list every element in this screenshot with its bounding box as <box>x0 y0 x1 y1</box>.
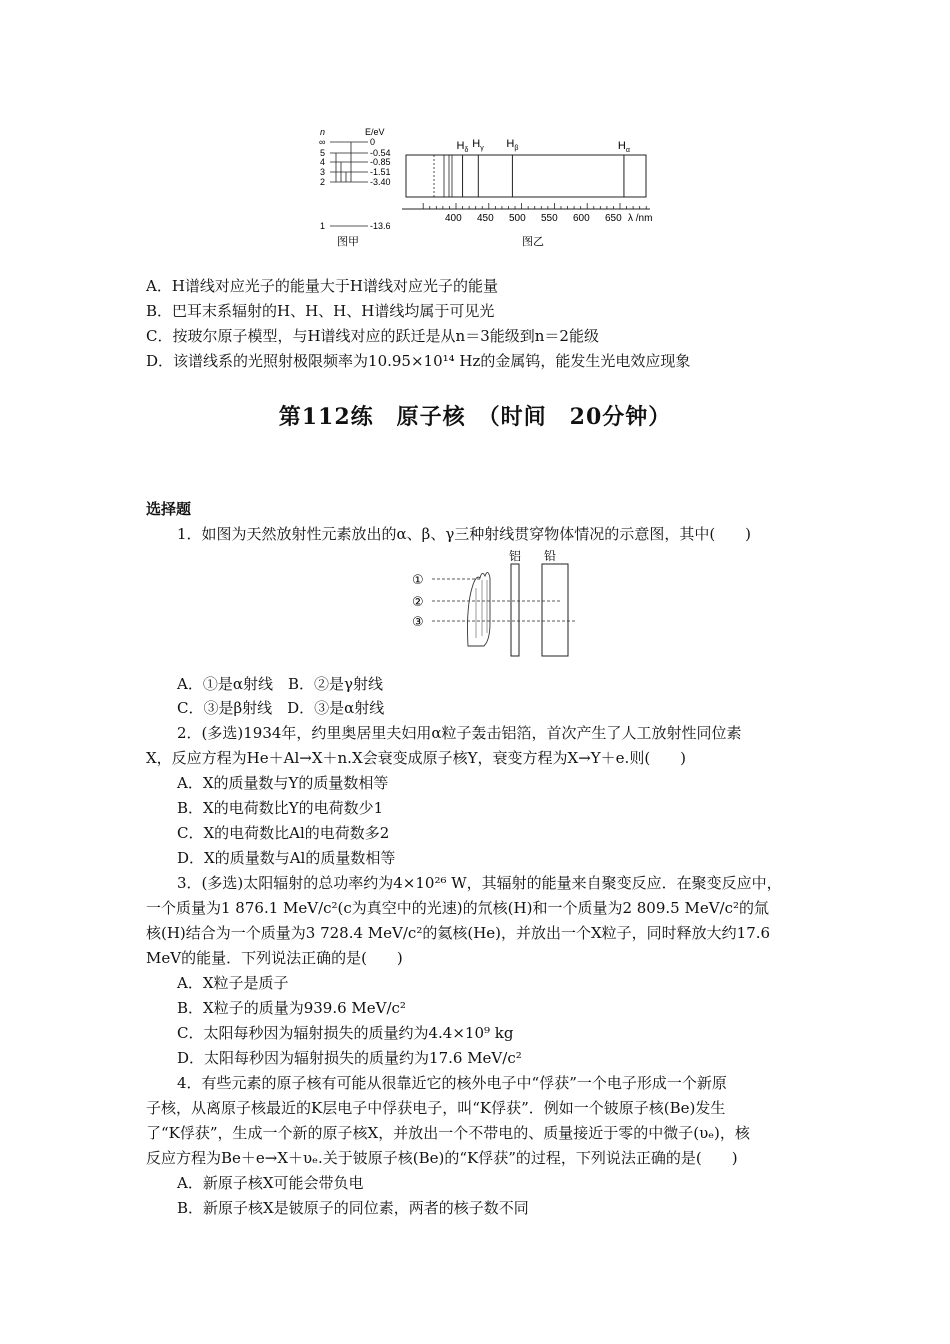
label-h-alpha: $H_\alpha$ <box>617 140 630 154</box>
q2-line2: X，反应方程为He＋Al→X＋n.X会衰变成原子核Y，衰变方程为X→Y＋e.则( ) <box>146 749 687 767</box>
q1-options-cd: C．③是β射线 D．③是α射线 <box>177 699 385 717</box>
hand-outline <box>468 572 491 646</box>
q3-option-d: D．太阳每秒因为辐射损失的质量约为17.6 MeV/c² <box>177 1049 522 1067</box>
plate-label-pb: 铅 <box>544 549 557 563</box>
q2-option-a: A．X的质量数与Y的质量数相等 <box>177 774 389 792</box>
heading-choice: 选择题 <box>146 500 192 518</box>
level-e-2: -3.40 <box>370 177 391 187</box>
tick-400: 400 <box>445 213 462 224</box>
q3-line3: 核(H)结合为一个质量为3 728.4 MeV/c²的氦核(He)，并放出一个X粒子，同时释放大约17.6 <box>146 924 771 942</box>
label-h-beta: $H_\beta$ <box>506 138 519 152</box>
tick-450: 450 <box>477 213 494 224</box>
tick-550: 550 <box>541 213 558 224</box>
q3-line4: MeV的能量．下列说法正确的是( ) <box>146 949 403 967</box>
q2-option-d: D．X的质量数与Al的质量数相等 <box>177 849 396 867</box>
label-h-gamma: $H_\gamma$ <box>472 138 484 152</box>
prev-option-c: C．按玻尔原子模型，与H谱线对应的跃迁是从n＝3能级到n＝2能级 <box>146 327 599 345</box>
caption-jia: 图甲 <box>337 236 359 248</box>
radiation-figure <box>410 548 585 660</box>
q1-stem: 1．如图为天然放射性元素放出的α、β、γ三种射线贯穿物体情况的示意图，其中( ) <box>177 525 752 543</box>
tick-600: 600 <box>573 213 590 224</box>
aluminum-plate <box>511 564 519 656</box>
lead-plate <box>542 564 568 656</box>
ray-label-3: ③ <box>412 614 424 629</box>
q2-option-b: B．X的电荷数比Y的电荷数少1 <box>177 799 384 817</box>
level-e-3: -1.51 <box>370 167 391 177</box>
q2-line1: 2．(多选)1934年，约里奥居里夫妇用α粒子轰击铝箔，首次产生了人工放射性同位素 <box>177 724 742 742</box>
level-e-5: -0.54 <box>370 148 391 158</box>
ray-label-2: ② <box>412 594 424 609</box>
section-title: 第112练 原子核 （时间 20分钟） <box>278 404 672 430</box>
q4-option-a: A．新原子核X可能会带负电 <box>177 1174 364 1192</box>
q3-line1: 3．(多选)太阳辐射的总功率约为4×10²⁶ W，其辐射的能量来自聚变反应．在聚变反应中， <box>177 874 782 892</box>
level-e-inf: 0 <box>370 137 376 147</box>
caption-yi: 图乙 <box>522 236 544 248</box>
level-n-1: 1 <box>320 221 326 231</box>
hydrogen-figure <box>310 125 670 255</box>
q4-line3: 了“K俘获”，生成一个新的原子核X，并放出一个不带电的、质量接近于零的中微子(υₑ)，核 <box>146 1124 750 1142</box>
energy-level-diagram <box>319 127 391 248</box>
prev-option-d: D．该谱线系的光照射极限频率为10.95×10¹⁴ Hz的金属钨，能发生光电效应现象 <box>146 352 691 370</box>
balmer-spectrum <box>402 138 652 248</box>
label-h-delta: $H_\delta$ <box>456 140 469 154</box>
q3-option-c: C．太阳每秒因为辐射损失的质量约为4.4×10⁹ kg <box>177 1024 514 1042</box>
q3-option-b: B．X粒子的质量为939.6 MeV/c² <box>177 999 406 1017</box>
level-n-4: 4 <box>320 157 326 167</box>
level-n-5: 5 <box>320 148 326 158</box>
tick-500: 500 <box>509 213 526 224</box>
ray-label-1: ① <box>412 572 424 587</box>
axis-unit: λ /nm <box>628 213 653 224</box>
e-axis-label: E/eV <box>365 127 385 137</box>
q4-line1: 4．有些元素的原子核有可能从很靠近它的核外电子中“俘获”一个电子形成一个新原 <box>177 1074 727 1092</box>
prev-option-a: A．H谱线对应光子的能量大于H谱线对应光子的能量 <box>146 277 498 295</box>
minor-ticks <box>423 203 646 209</box>
q4-line4: 反应方程为Be＋e→X＋υₑ.关于铍原子核(Be)的“K俘获”的过程，下列说法正确的是( ) <box>146 1149 738 1167</box>
level-e-1: -13.6 <box>370 221 391 231</box>
n-axis-label: n <box>320 127 326 137</box>
tick-650: 650 <box>605 213 622 224</box>
level-n-2: 2 <box>320 177 326 187</box>
level-e-4: -0.85 <box>370 157 391 167</box>
q3-option-a: A．X粒子是质子 <box>177 974 289 992</box>
q3-line2: 一个质量为1 876.1 MeV/c²(c为真空中的光速)的氘核(H)和一个质量为2 809.5 MeV/c²的氚 <box>146 899 770 917</box>
q4-option-b: B．新原子核X是铍原子的同位素，两者的核子数不同 <box>177 1199 529 1217</box>
prev-option-b: B．巴耳末系辐射的H、H、H、H谱线均属于可见光 <box>146 302 495 320</box>
q1-options-ab: A．①是α射线 B．②是γ射线 <box>177 675 383 693</box>
q2-option-c: C．X的电荷数比Al的电荷数多2 <box>177 824 390 842</box>
level-n-3: 3 <box>320 167 326 177</box>
plate-label-al: 铝 <box>509 549 522 563</box>
q4-line2: 子核，从离原子核最近的K层电子中俘获电子，叫“K俘获”．例如一个铍原子核(Be)发生 <box>146 1099 726 1117</box>
level-n-inf: ∞ <box>319 137 326 147</box>
